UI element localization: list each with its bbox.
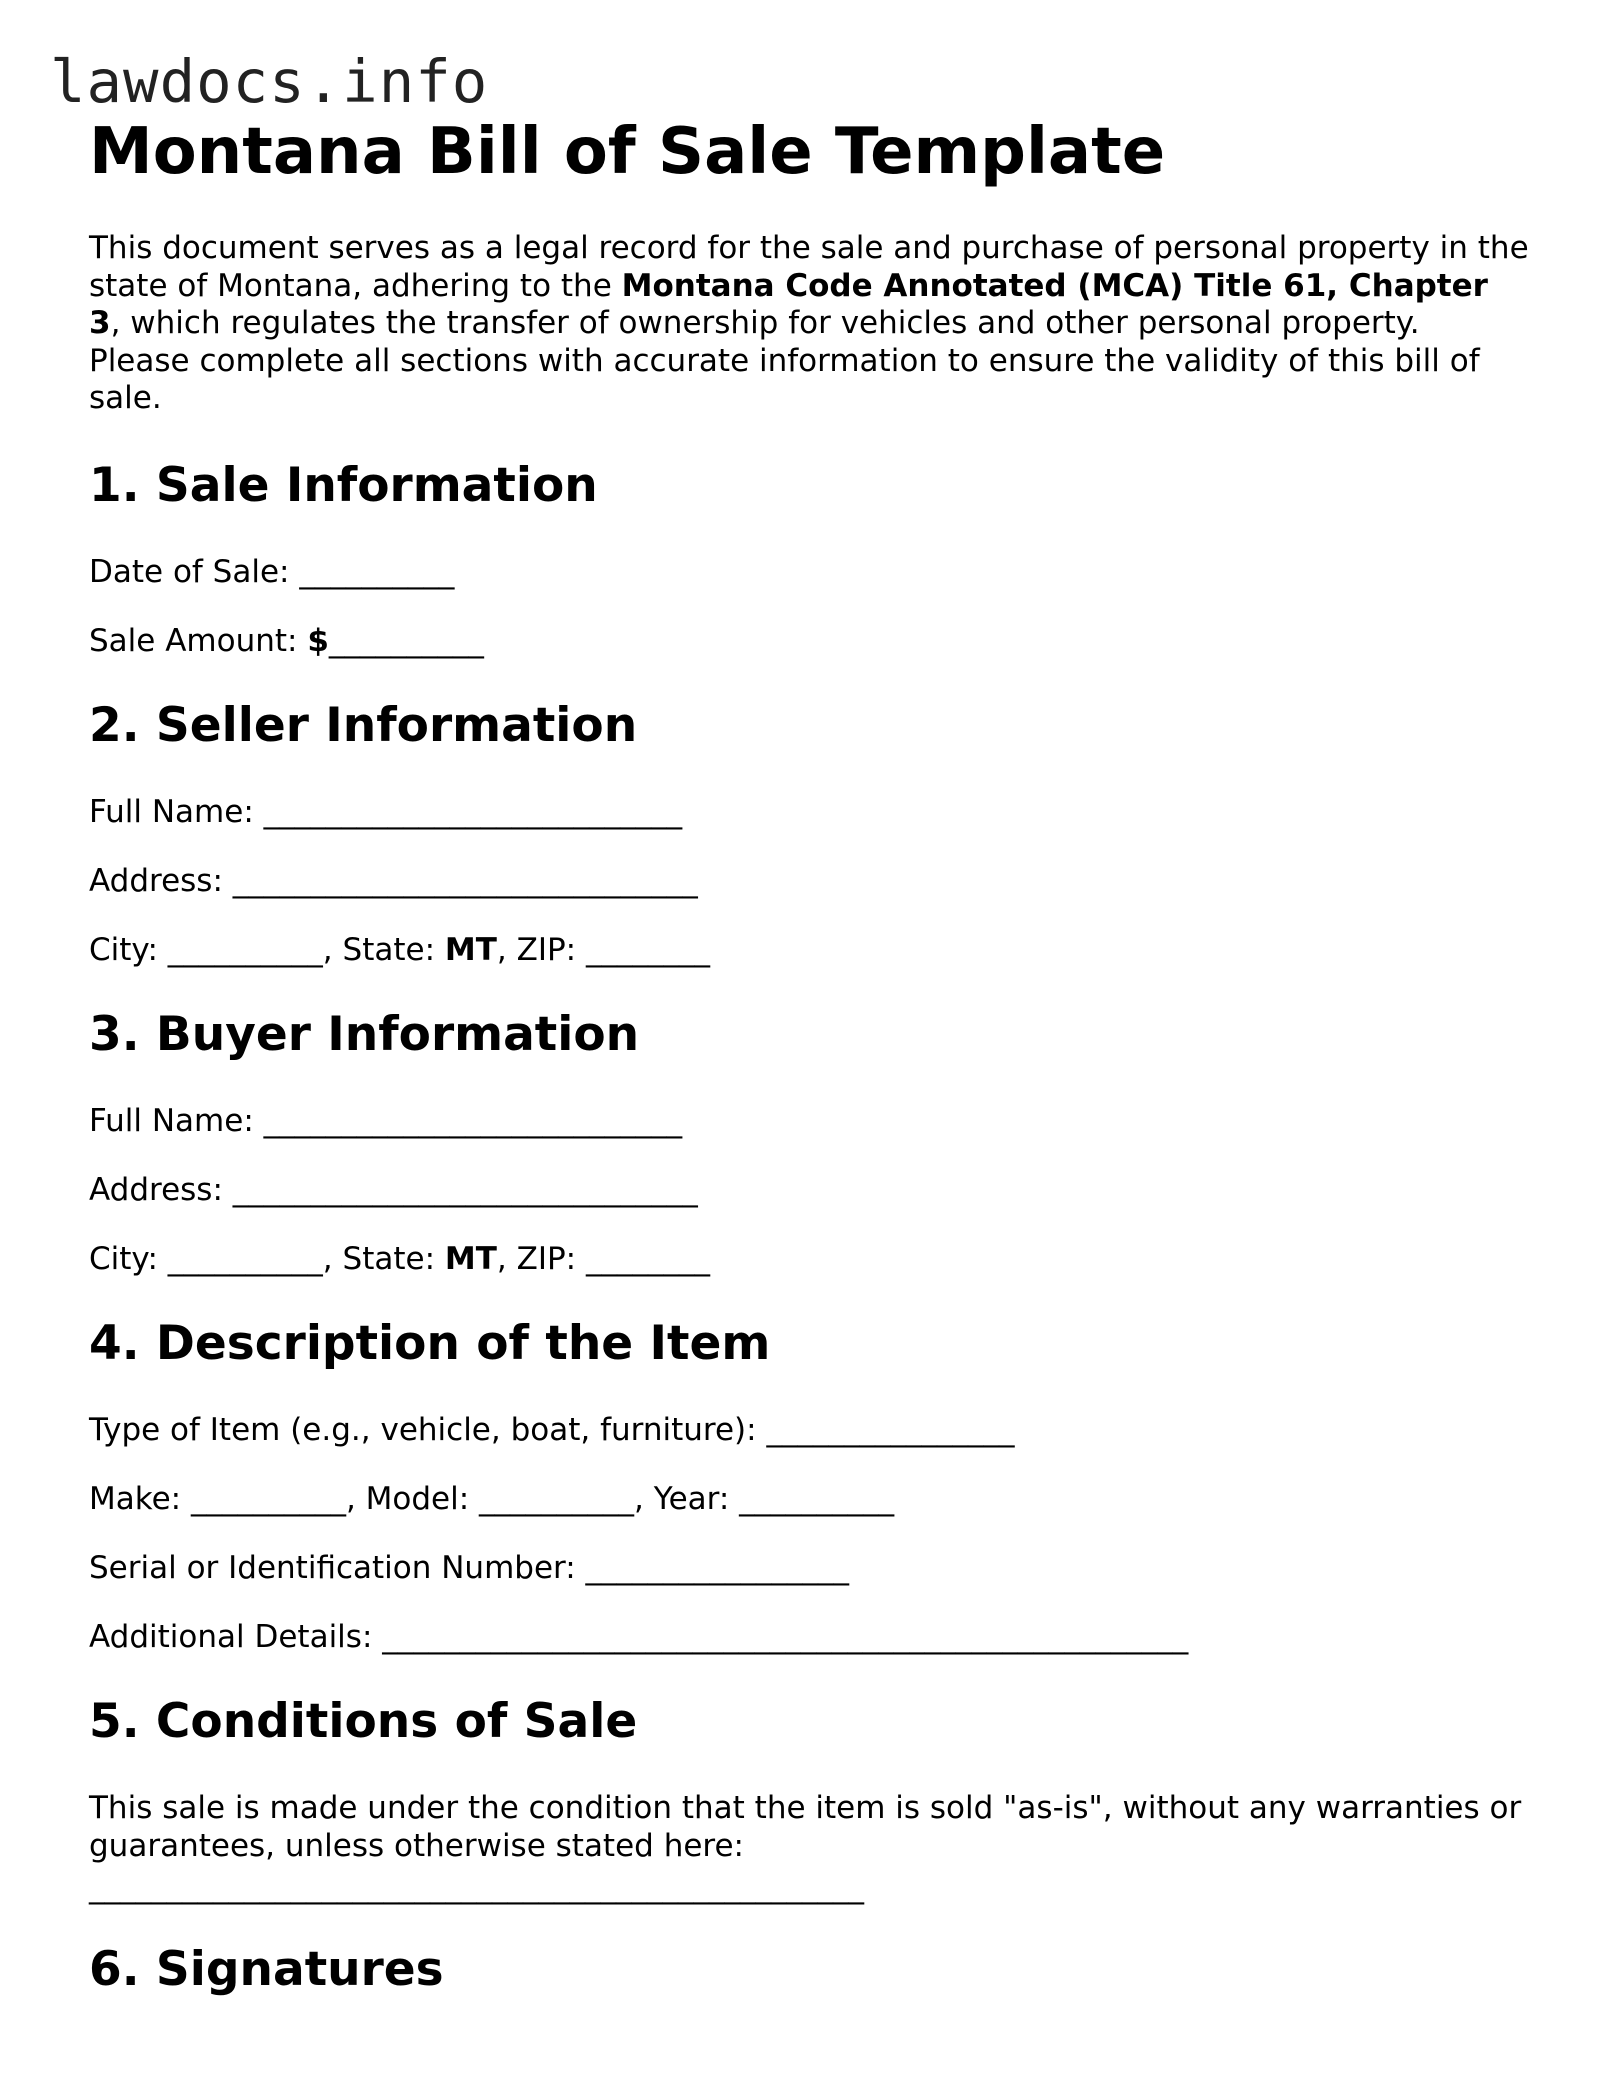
site-watermark: lawdocs.info — [50, 47, 489, 116]
section-heading-seller: 2. Seller Information — [89, 698, 638, 753]
buyer-zip-label: , ZIP: ________ — [496, 1241, 710, 1277]
conditions-blank-field[interactable]: __________________________________________________ — [89, 1869, 864, 1905]
seller-city-state-zip-field[interactable] — [89, 932, 710, 968]
seller-zip-label: , ZIP: ________ — [496, 932, 710, 968]
document-body — [89, 110, 1529, 1997]
section-heading-item: 4. Description of the Item — [89, 1316, 771, 1371]
seller-address-field[interactable]: Address: ______________________________ — [89, 863, 698, 899]
serial-number-field[interactable]: Serial or Identification Number: _________________ — [89, 1550, 850, 1586]
page-title: Montana Bill of Sale Template — [89, 115, 1166, 189]
section-heading-sale: 1. Sale Information — [89, 458, 598, 513]
sale-amount-label: Sale Amount: — [89, 623, 308, 659]
section-heading-signatures: 6. Signatures — [89, 1942, 444, 1997]
sale-amount-blank: __________ — [328, 623, 484, 659]
conditions-text: This sale is made under the condition that the item is sold "as-is", without any warranties or guarantees, unless otherwise stated here: — [89, 1790, 1522, 1864]
intro-text-start: This document serves as a legal record for the sale and purchase of personal property in the state of Montana, adhering to the — [89, 230, 1529, 304]
additional-details-field[interactable]: Additional Details: ____________________________________________________ — [89, 1619, 1189, 1655]
seller-city-label: City: __________, State: — [89, 932, 445, 968]
seller-full-name-field[interactable]: Full Name: ___________________________ — [89, 794, 683, 830]
buyer-city-state-zip-field[interactable] — [89, 1241, 710, 1277]
seller-state-value: MT — [444, 932, 497, 968]
buyer-state-value: MT — [444, 1241, 497, 1277]
buyer-full-name-field[interactable]: Full Name: ___________________________ — [89, 1103, 683, 1139]
buyer-city-label: City: __________, State: — [89, 1241, 445, 1277]
make-model-year-field[interactable]: Make: __________, Model: __________, Year: __________ — [89, 1481, 895, 1517]
intro-text-end: , which regulates the transfer of ownership for vehicles and other personal property. Please complete all sections with accurate information to ensure the validity of this bill of sale. — [89, 305, 1480, 416]
sale-amount-field[interactable] — [89, 623, 484, 659]
intro-legal-citation: Montana Code Annotated (MCA) Title 61, Chapter 3 — [89, 267, 1488, 341]
dollar-sign: $ — [307, 623, 329, 659]
buyer-address-field[interactable]: Address: ______________________________ — [89, 1172, 698, 1208]
intro-paragraph — [89, 230, 1529, 418]
section-heading-buyer: 3. Buyer Information — [89, 1007, 640, 1062]
item-type-field[interactable]: Type of Item (e.g., vehicle, boat, furniture): ________________ — [89, 1412, 1015, 1448]
section-heading-conditions: 5. Conditions of Sale — [89, 1694, 638, 1749]
date-of-sale-field[interactable]: Date of Sale: __________ — [89, 554, 455, 590]
